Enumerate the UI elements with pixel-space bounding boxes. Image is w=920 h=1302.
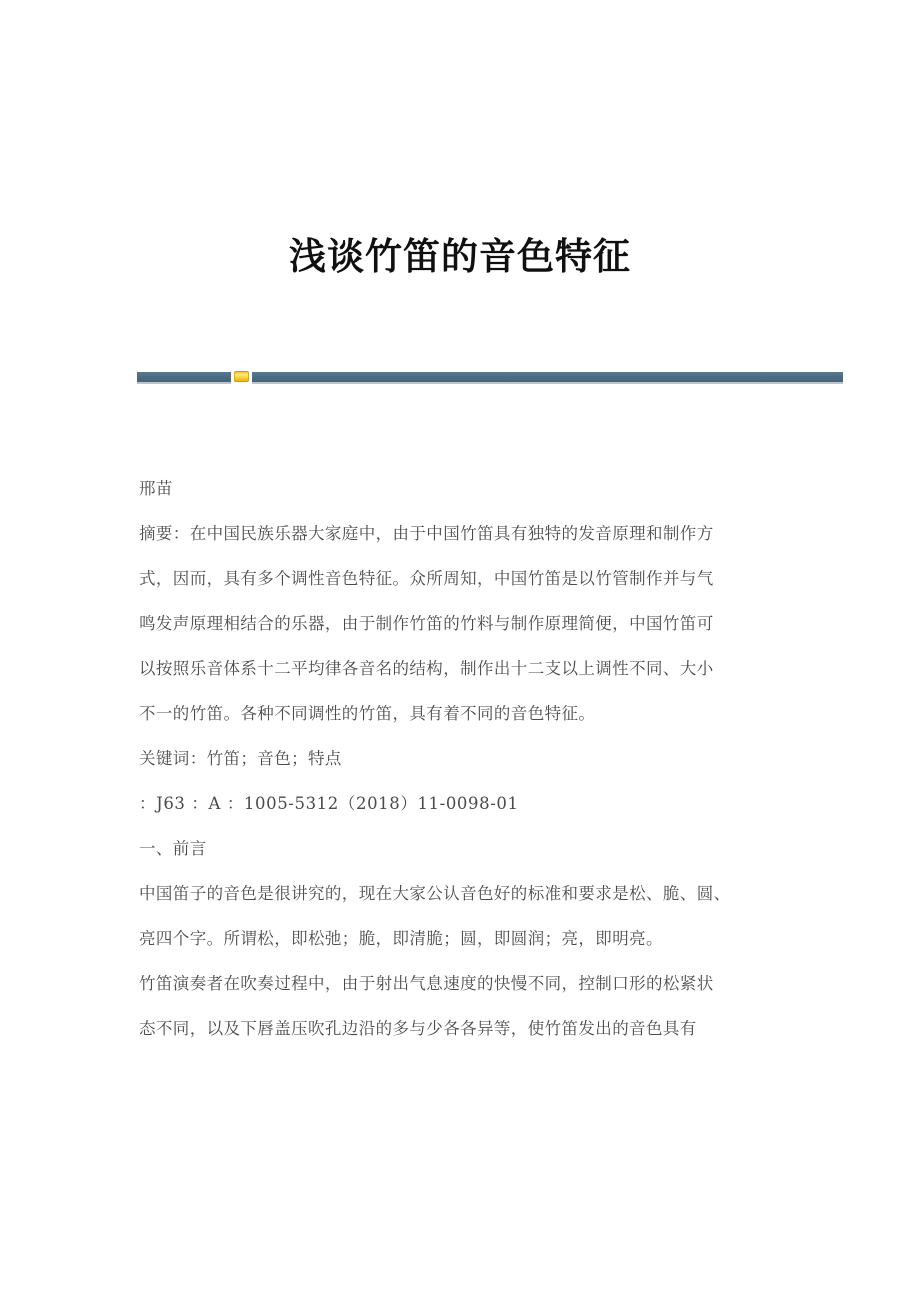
body-line: 中国笛子的音色是很讲究的，现在大家公认音色好的标准和要求是松、脆、圆、 (139, 884, 731, 903)
page-title: 浅谈竹笛的音色特征 (289, 233, 631, 278)
abstract-line: 鸣发声原理相结合的乐器，由于制作竹笛的竹料与制作原理简便，中国竹笛可 (139, 614, 714, 633)
body-line: 态不同，以及下唇盖压吹孔边沿的多与少各各异等，使竹笛发出的音色具有 (139, 1019, 697, 1038)
abstract-line: 摘要：在中国民族乐器大家庭中，由于中国竹笛具有独特的发音原理和制作方 (139, 524, 714, 543)
decorative-divider (137, 371, 843, 383)
body-line: 亮四个字。所谓松，即松弛；脆，即清脆；圆，即圆润；亮，即明亮。 (139, 929, 663, 948)
section-heading: 一、前言 (139, 839, 207, 858)
keywords-line: 关键词：竹笛；音色；特点 (139, 749, 342, 768)
divider-bar-left (137, 372, 231, 382)
gem-stone (234, 371, 249, 382)
body-line: 竹笛演奏者在吹奏过程中，由于射出气息速度的快慢不同，控制口形的松紧状 (139, 974, 714, 993)
abstract-line: 式，因而，具有多个调性音色特征。众所周知，中国竹笛是以竹管制作并与气 (139, 569, 714, 588)
abstract-line: 不一的竹笛。各种不同调性的竹笛，具有着不同的音色特征。 (139, 704, 596, 723)
diamond-gem-icon (233, 368, 250, 385)
document-body (139, 466, 799, 1051)
author-name: 邢苗 (139, 479, 173, 498)
abstract-line: 以按照乐音体系十二平均律各音名的结构，制作出十二支以上调性不同、大小 (139, 659, 714, 678)
divider-bar-right (252, 372, 843, 382)
classification-line: ：J63 ：A ：1005-5312（2018）11-0098-01 (139, 794, 519, 813)
